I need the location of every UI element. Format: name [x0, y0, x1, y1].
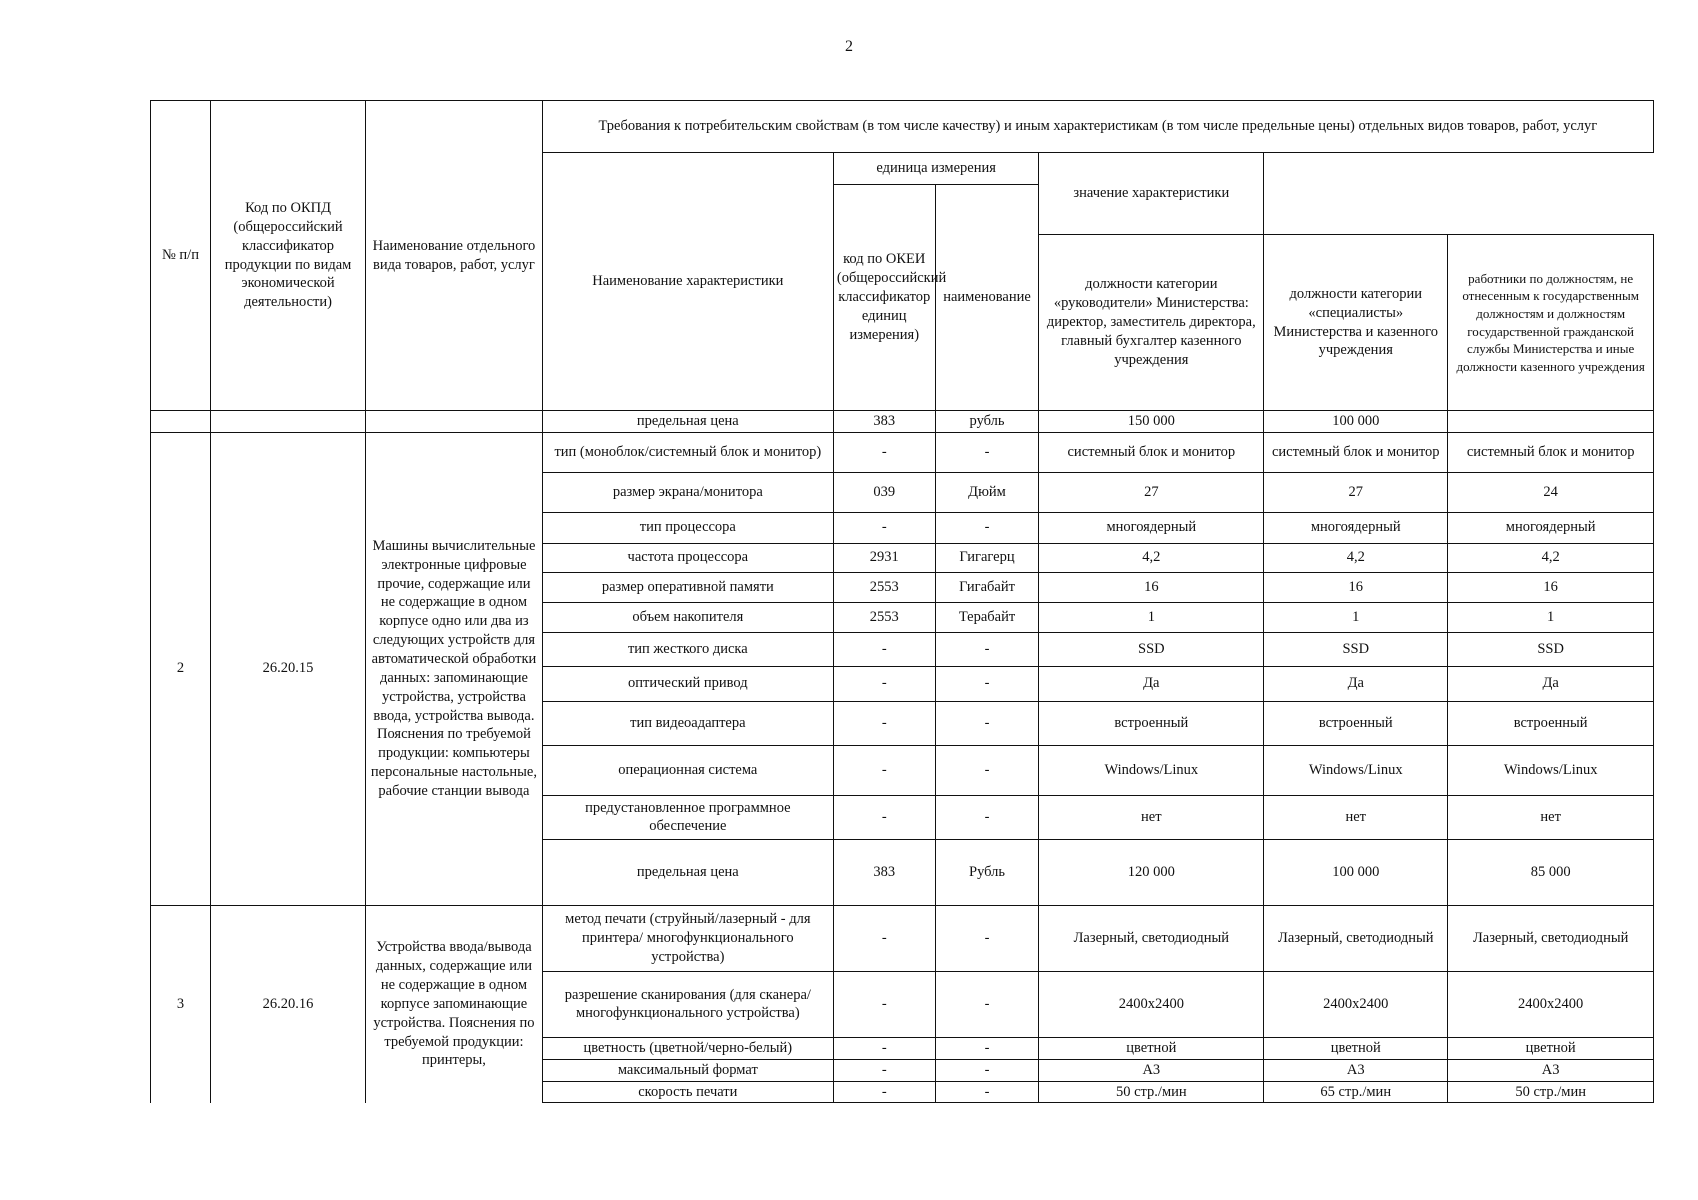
- value-other: [1448, 411, 1654, 433]
- value-specialists: Да: [1264, 666, 1448, 701]
- unit-code: -: [833, 795, 935, 839]
- characteristic-name: предустановленное программное обеспечение: [542, 795, 833, 839]
- unit-code: -: [833, 512, 935, 543]
- value-other: 2400х2400: [1448, 971, 1654, 1037]
- characteristic-name: размер экрана/монитора: [542, 472, 833, 512]
- value-managers: системный блок и монитор: [1039, 432, 1264, 472]
- value-specialists: встроенный: [1264, 701, 1448, 745]
- characteristic-name: операционная система: [542, 745, 833, 795]
- header-unit-name: наименование: [935, 185, 1039, 411]
- value-managers: 120 000: [1039, 839, 1264, 905]
- value-other: Windows/Linux: [1448, 745, 1654, 795]
- unit-name: Терабайт: [935, 602, 1039, 632]
- unit-name: -: [935, 1037, 1039, 1059]
- value-specialists: 100 000: [1264, 839, 1448, 905]
- characteristic-name: предельная цена: [542, 411, 833, 433]
- value-other: Лазерный, светодиодный: [1448, 905, 1654, 971]
- characteristic-name: тип (моноблок/системный блок и монитор): [542, 432, 833, 472]
- header-row-1: [151, 101, 1654, 153]
- unit-name: -: [935, 512, 1039, 543]
- unit-name: -: [935, 666, 1039, 701]
- unit-code: -: [833, 1081, 935, 1103]
- item-description: Устройства ввода/вывода данных, содержащие или не содержащие в одном корпусе запоминающие устройства. Пояснения по требуемой продукции: принтеры,: [366, 905, 543, 1103]
- header-category-other: работники по должностям, не отнесенным к государственным должностям и должностям государственной гражданской службы Министерства и иные должности казенного учреждения: [1448, 235, 1654, 411]
- value-managers: SSD: [1039, 632, 1264, 666]
- header-unit-code: код по ОКЕИ (общероссийский классификатор единиц измерения): [833, 185, 935, 411]
- unit-code: 383: [833, 411, 935, 433]
- characteristic-name: тип видеоадаптера: [542, 701, 833, 745]
- value-other: А3: [1448, 1059, 1654, 1081]
- characteristic-name: тип жесткого диска: [542, 632, 833, 666]
- value-managers: Да: [1039, 666, 1264, 701]
- unit-name: -: [935, 432, 1039, 472]
- value-other: SSD: [1448, 632, 1654, 666]
- value-managers: многоядерный: [1039, 512, 1264, 543]
- value-specialists: нет: [1264, 795, 1448, 839]
- value-managers: Лазерный, светодиодный: [1039, 905, 1264, 971]
- characteristic-name: цветность (цветной/черно-белый): [542, 1037, 833, 1059]
- header-unit: единица измерения: [833, 153, 1039, 185]
- okpd-code: 26.20.16: [210, 905, 365, 1103]
- value-specialists: 16: [1264, 572, 1448, 602]
- value-specialists: Windows/Linux: [1264, 745, 1448, 795]
- value-specialists: SSD: [1264, 632, 1448, 666]
- characteristic-name: размер оперативной памяти: [542, 572, 833, 602]
- unit-code: -: [833, 666, 935, 701]
- value-specialists: 1: [1264, 602, 1448, 632]
- unit-code: -: [833, 1059, 935, 1081]
- unit-code: -: [833, 432, 935, 472]
- header-characteristic-name: Наименование характеристики: [542, 153, 833, 411]
- header-item-name: Наименование отдельного вида товаров, работ, услуг: [366, 101, 543, 411]
- value-other: 24: [1448, 472, 1654, 512]
- value-specialists: Лазерный, светодиодный: [1264, 905, 1448, 971]
- characteristic-name: оптический привод: [542, 666, 833, 701]
- value-specialists: 4,2: [1264, 543, 1448, 572]
- value-managers: нет: [1039, 795, 1264, 839]
- characteristic-name: предельная цена: [542, 839, 833, 905]
- characteristic-name: метод печати (струйный/лазерный - для принтера/ многофункционального устройства): [542, 905, 833, 971]
- unit-name: Гигагерц: [935, 543, 1039, 572]
- item-number: 3: [151, 905, 211, 1103]
- value-managers: 4,2: [1039, 543, 1264, 572]
- characteristic-name: скорость печати: [542, 1081, 833, 1103]
- header-category-specialists: должности категории «специалисты» Министерства и казенного учреждения: [1264, 235, 1448, 411]
- value-other: многоядерный: [1448, 512, 1654, 543]
- unit-code: 2553: [833, 572, 935, 602]
- table-row: [151, 411, 1654, 433]
- unit-code: 039: [833, 472, 935, 512]
- value-other: 1: [1448, 602, 1654, 632]
- unit-name: -: [935, 1059, 1039, 1081]
- value-specialists: 100 000: [1264, 411, 1448, 433]
- unit-name: -: [935, 971, 1039, 1037]
- value-managers: встроенный: [1039, 701, 1264, 745]
- characteristic-name: разрешение сканирования (для сканера/многофункционального устройства): [542, 971, 833, 1037]
- requirements-table: [150, 100, 1654, 1103]
- value-managers: 2400х2400: [1039, 971, 1264, 1037]
- unit-name: -: [935, 1081, 1039, 1103]
- unit-code: -: [833, 905, 935, 971]
- value-other: системный блок и монитор: [1448, 432, 1654, 472]
- header-requirements: Требования к потребительским свойствам (в том числе качеству) и иным характеристикам (в том числе предельные цены) отдельных видов товаров, работ, услуг: [542, 101, 1653, 153]
- value-managers: 27: [1039, 472, 1264, 512]
- item-number: 2: [151, 432, 211, 905]
- unit-name: Рубль: [935, 839, 1039, 905]
- okpd-code: 26.20.15: [210, 432, 365, 905]
- value-managers: 150 000: [1039, 411, 1264, 433]
- value-specialists: 27: [1264, 472, 1448, 512]
- unit-code: 2931: [833, 543, 935, 572]
- header-value: значение характеристики: [1039, 153, 1264, 235]
- value-specialists: цветной: [1264, 1037, 1448, 1059]
- value-other: нет: [1448, 795, 1654, 839]
- value-managers: цветной: [1039, 1037, 1264, 1059]
- value-other: встроенный: [1448, 701, 1654, 745]
- unit-code: -: [833, 971, 935, 1037]
- item-description: Машины вычислительные электронные цифровые прочие, содержащие или не содержащие в одном корпусе одно или два из следующих устройств для автоматической обработки данных: запоминающие устройства, устройства ввода, устройства вывода. Пояснения по требуемой продукции: компьютеры персональные настольные, рабочие станции вывода: [366, 432, 543, 905]
- unit-name: рубль: [935, 411, 1039, 433]
- unit-name: -: [935, 745, 1039, 795]
- unit-code: -: [833, 632, 935, 666]
- value-specialists: А3: [1264, 1059, 1448, 1081]
- characteristic-name: тип процессора: [542, 512, 833, 543]
- value-other: 16: [1448, 572, 1654, 602]
- value-specialists: системный блок и монитор: [1264, 432, 1448, 472]
- unit-name: -: [935, 632, 1039, 666]
- characteristic-name: частота процессора: [542, 543, 833, 572]
- characteristic-name: объем накопителя: [542, 602, 833, 632]
- value-managers: 16: [1039, 572, 1264, 602]
- characteristic-name: максимальный формат: [542, 1059, 833, 1081]
- value-other: цветной: [1448, 1037, 1654, 1059]
- value-other: 50 стр./мин: [1448, 1081, 1654, 1103]
- unit-code: -: [833, 745, 935, 795]
- value-managers: А3: [1039, 1059, 1264, 1081]
- value-other: 85 000: [1448, 839, 1654, 905]
- unit-code: 383: [833, 839, 935, 905]
- unit-name: Гигабайт: [935, 572, 1039, 602]
- unit-code: -: [833, 701, 935, 745]
- value-managers: 1: [1039, 602, 1264, 632]
- value-managers: Windows/Linux: [1039, 745, 1264, 795]
- header-number: № п/п: [151, 101, 211, 411]
- value-specialists: 65 стр./мин: [1264, 1081, 1448, 1103]
- value-other: 4,2: [1448, 543, 1654, 572]
- value-specialists: многоядерный: [1264, 512, 1448, 543]
- value-managers: 50 стр./мин: [1039, 1081, 1264, 1103]
- page-number: 2: [845, 38, 853, 55]
- unit-name: Дюйм: [935, 472, 1039, 512]
- table-row: [151, 905, 1654, 971]
- unit-name: -: [935, 701, 1039, 745]
- unit-name: -: [935, 795, 1039, 839]
- unit-name: -: [935, 905, 1039, 971]
- table-row: [151, 432, 1654, 472]
- unit-code: 2553: [833, 602, 935, 632]
- header-okpd-code: Код по ОКПД (общероссийский классификатор продукции по видам экономической деятельности): [210, 101, 365, 411]
- unit-code: -: [833, 1037, 935, 1059]
- value-other: Да: [1448, 666, 1654, 701]
- value-specialists: 2400х2400: [1264, 971, 1448, 1037]
- header-category-managers: должности категории «руководители» Министерства: директор, заместитель директора, главный бухгалтер казенного учреждения: [1039, 235, 1264, 411]
